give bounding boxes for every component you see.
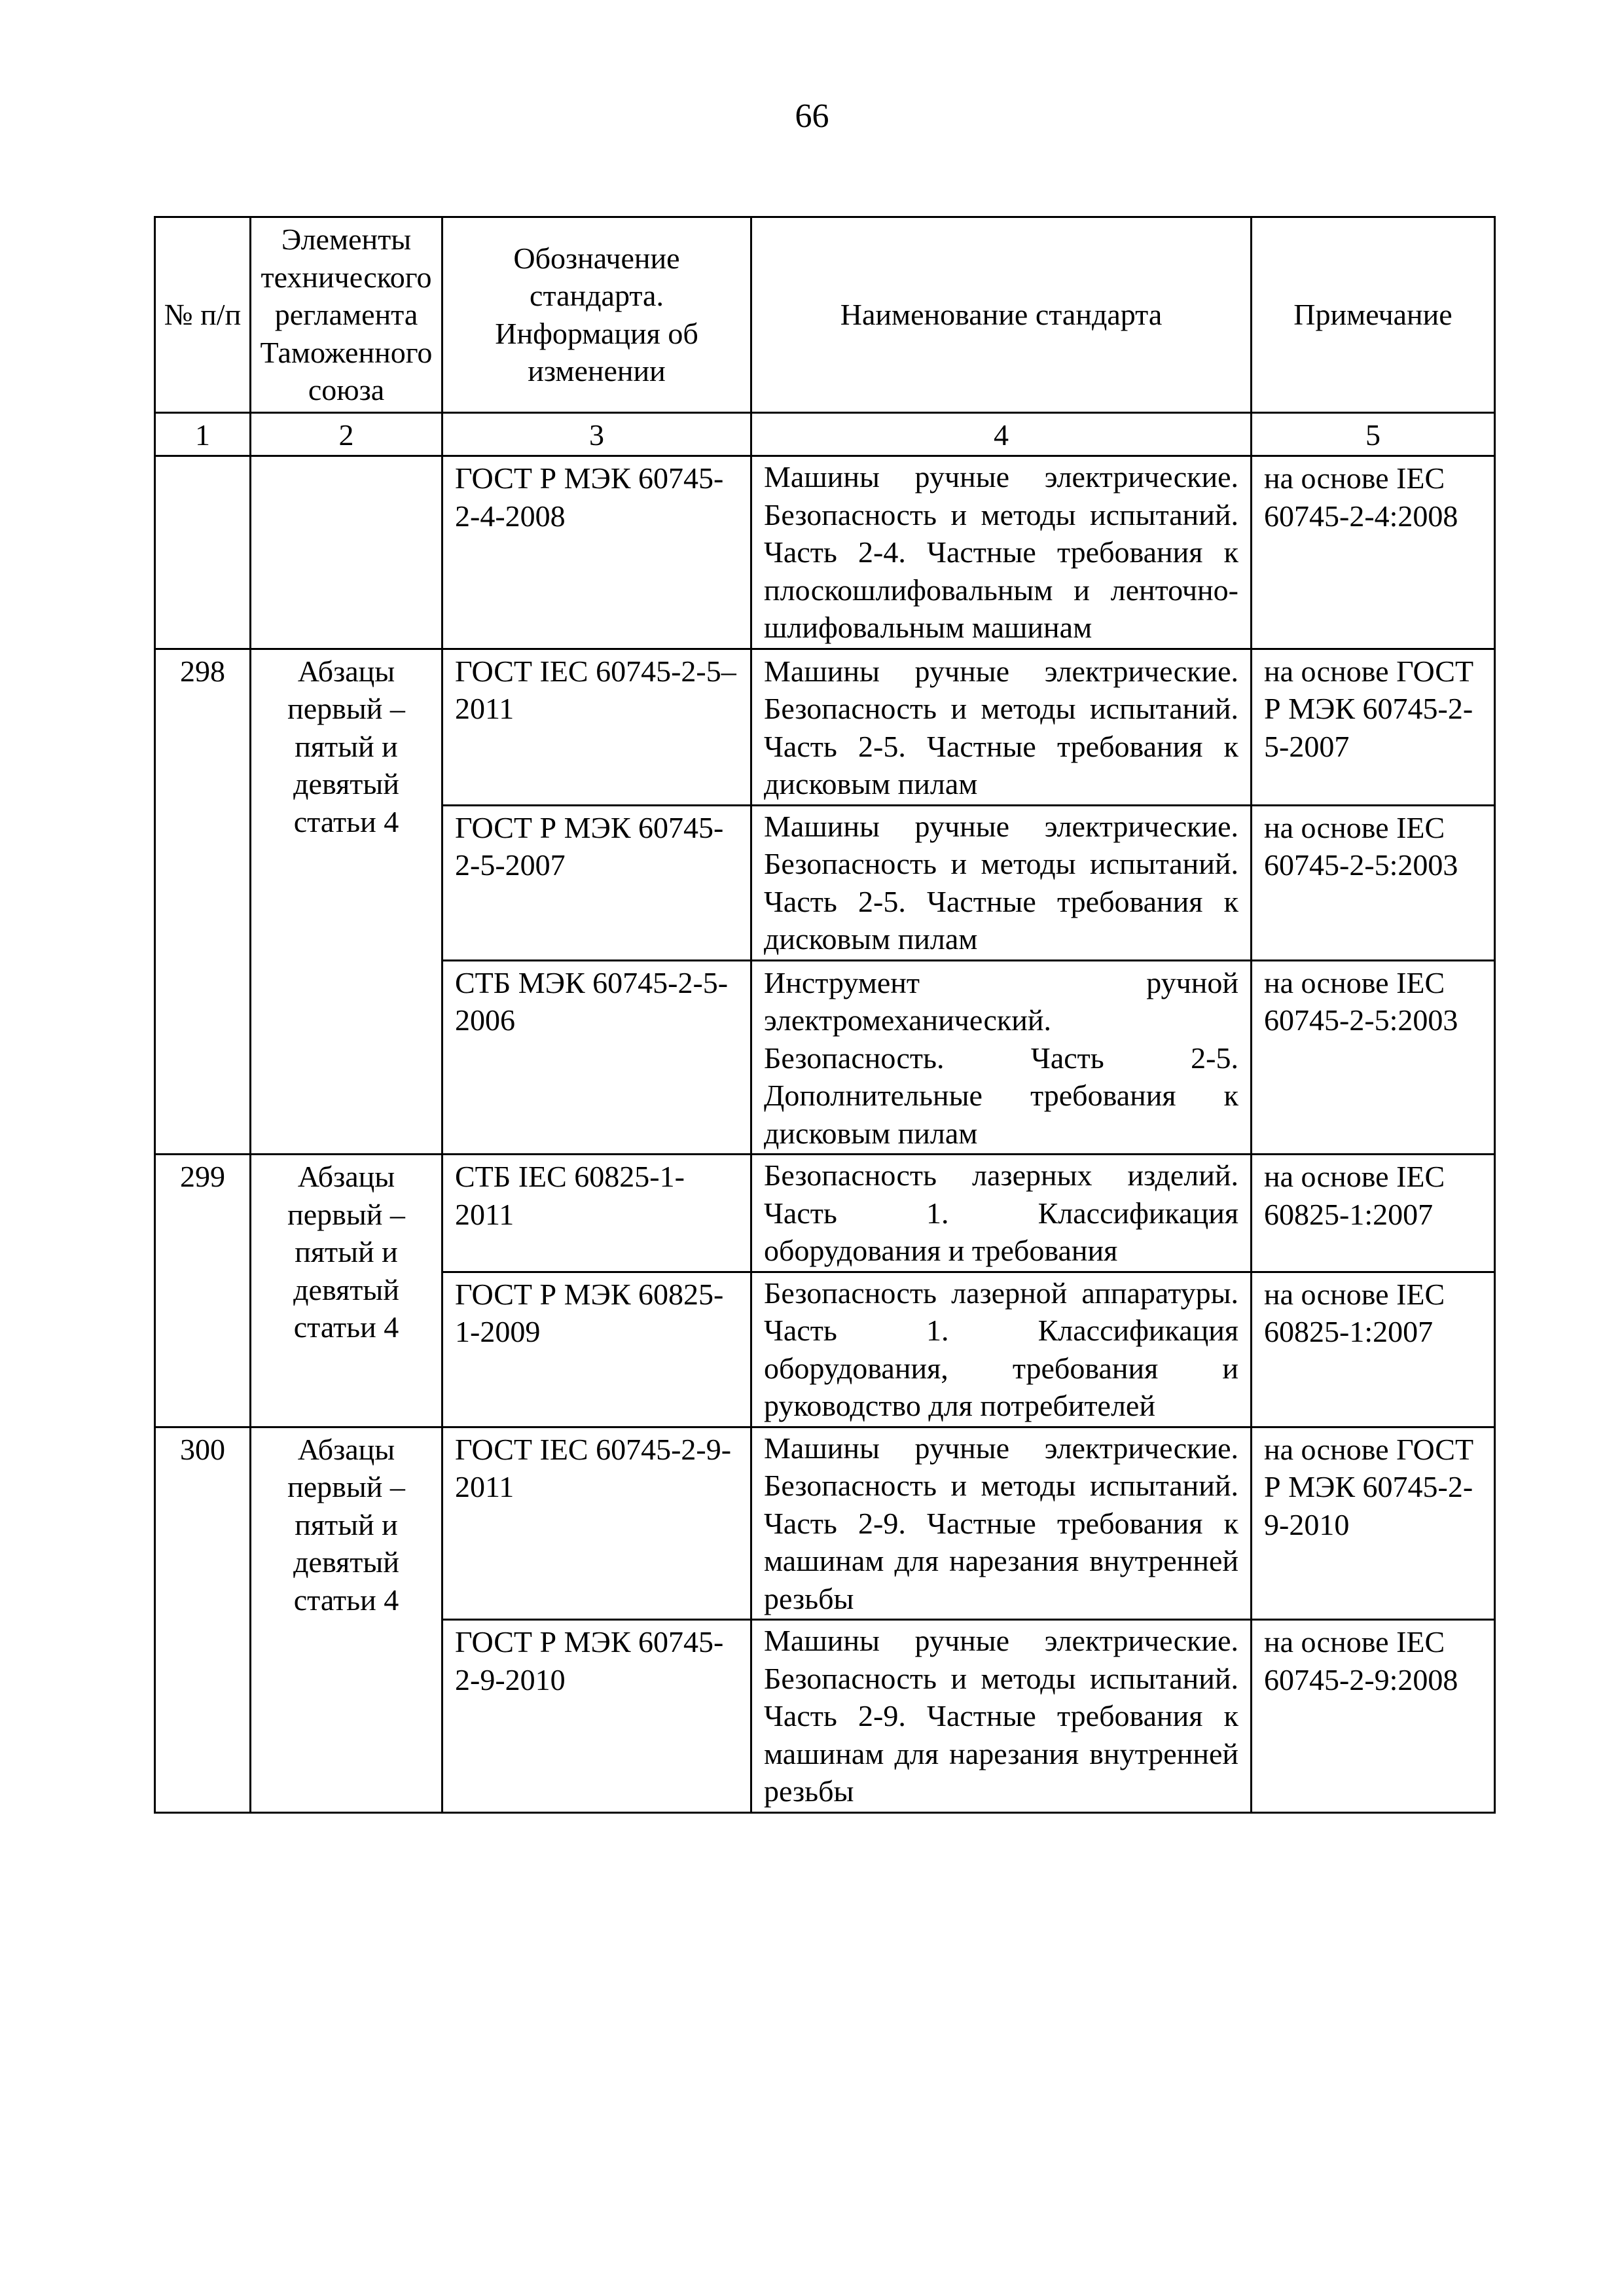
row-number: 298 — [155, 649, 251, 1155]
regulation-elements: Абзацы первый – пятый и девятый статьи 4 — [251, 649, 442, 1155]
standard-name: Машины ручные электрические. Безопасность и методы испытаний. Часть 2-5. Частные требования к дисковым пилам — [751, 649, 1252, 805]
standard-designation: ГОСТ Р МЭК 60745-2-9-2010 — [442, 1620, 751, 1813]
row-number — [155, 456, 251, 649]
standard-designation: СТБ МЭК 60745-2-5-2006 — [442, 960, 751, 1155]
standard-note: на основе ГОСТ Р МЭК 60745-2-5-2007 — [1252, 649, 1495, 805]
header-row — [155, 217, 1495, 413]
regulation-elements: Абзацы первый – пятый и девятый статьи 4 — [251, 1155, 442, 1427]
row-number: 299 — [155, 1155, 251, 1427]
standard-note: на основе ГОСТ Р МЭК 60745-2-9-2010 — [1252, 1427, 1495, 1620]
regulation-elements — [251, 456, 442, 649]
standard-designation: СТБ IEC 60825-1-2011 — [442, 1155, 751, 1272]
table-row — [155, 649, 1495, 805]
standard-note: на основе IEC 60745-2-5:2003 — [1252, 805, 1495, 960]
standard-name: Машины ручные электрические. Безопасность и методы испытаний. Часть 2-4. Частные требования к плоскошлифовальным и ленточно-шлифовальным машинам — [751, 456, 1252, 649]
standard-name: Машины ручные электрические. Безопасность и методы испытаний. Часть 2-9. Частные требования к машинам для нарезания внутренней резьбы — [751, 1620, 1252, 1813]
header-designation: Обозначение стандарта. Информация об изменении — [442, 217, 751, 413]
table-row — [155, 456, 1495, 649]
standard-designation: ГОСТ IEC 60745-2-5–2011 — [442, 649, 751, 805]
table-row — [155, 1427, 1495, 1620]
column-number: 3 — [442, 412, 751, 456]
standard-name: Безопасность лазерной аппаратуры. Часть 1. Классификация оборудования, требования и руководство для потребителей — [751, 1272, 1252, 1427]
table-row — [155, 1155, 1495, 1272]
standard-name: Безопасность лазерных изделий. Часть 1. Классификация оборудования и требования — [751, 1155, 1252, 1272]
header-name: Наименование стандарта — [751, 217, 1252, 413]
row-number: 300 — [155, 1427, 251, 1812]
standard-note: на основе IEC 60745-2-4:2008 — [1252, 456, 1495, 649]
header-note: Примечание — [1252, 217, 1495, 413]
column-number: 4 — [751, 412, 1252, 456]
standard-note: на основе IEC 60825-1:2007 — [1252, 1272, 1495, 1427]
standard-name: Инструмент ручной электромеханический. Безопасность. Часть 2-5. Дополнительные требования к дисковым пилам — [751, 960, 1252, 1155]
column-number-row — [155, 412, 1495, 456]
standards-table — [154, 216, 1496, 1814]
standard-designation: ГОСТ Р МЭК 60745-2-4-2008 — [442, 456, 751, 649]
column-number: 2 — [251, 412, 442, 456]
standard-note: на основе IEC 60745-2-5:2003 — [1252, 960, 1495, 1155]
standard-note: на основе IEC 60745-2-9:2008 — [1252, 1620, 1495, 1813]
header-no: № п/п — [155, 217, 251, 413]
standard-designation: ГОСТ Р МЭК 60825-1-2009 — [442, 1272, 751, 1427]
standard-name: Машины ручные электрические. Безопасность и методы испытаний. Часть 2-9. Частные требования к машинам для нарезания внутренней резьбы — [751, 1427, 1252, 1620]
standard-designation: ГОСТ Р МЭК 60745-2-5-2007 — [442, 805, 751, 960]
standard-designation: ГОСТ IEC 60745-2-9-2011 — [442, 1427, 751, 1620]
column-number: 5 — [1252, 412, 1495, 456]
header-elements: Элементы технического регламента Таможенного союза — [251, 217, 442, 413]
standard-note: на основе IEC 60825-1:2007 — [1252, 1155, 1495, 1272]
column-number: 1 — [155, 412, 251, 456]
page-number: 66 — [795, 98, 829, 135]
standard-name: Машины ручные электрические. Безопасность и методы испытаний. Часть 2-5. Частные требования к дисковым пилам — [751, 805, 1252, 960]
regulation-elements: Абзацы первый – пятый и девятый статьи 4 — [251, 1427, 442, 1812]
